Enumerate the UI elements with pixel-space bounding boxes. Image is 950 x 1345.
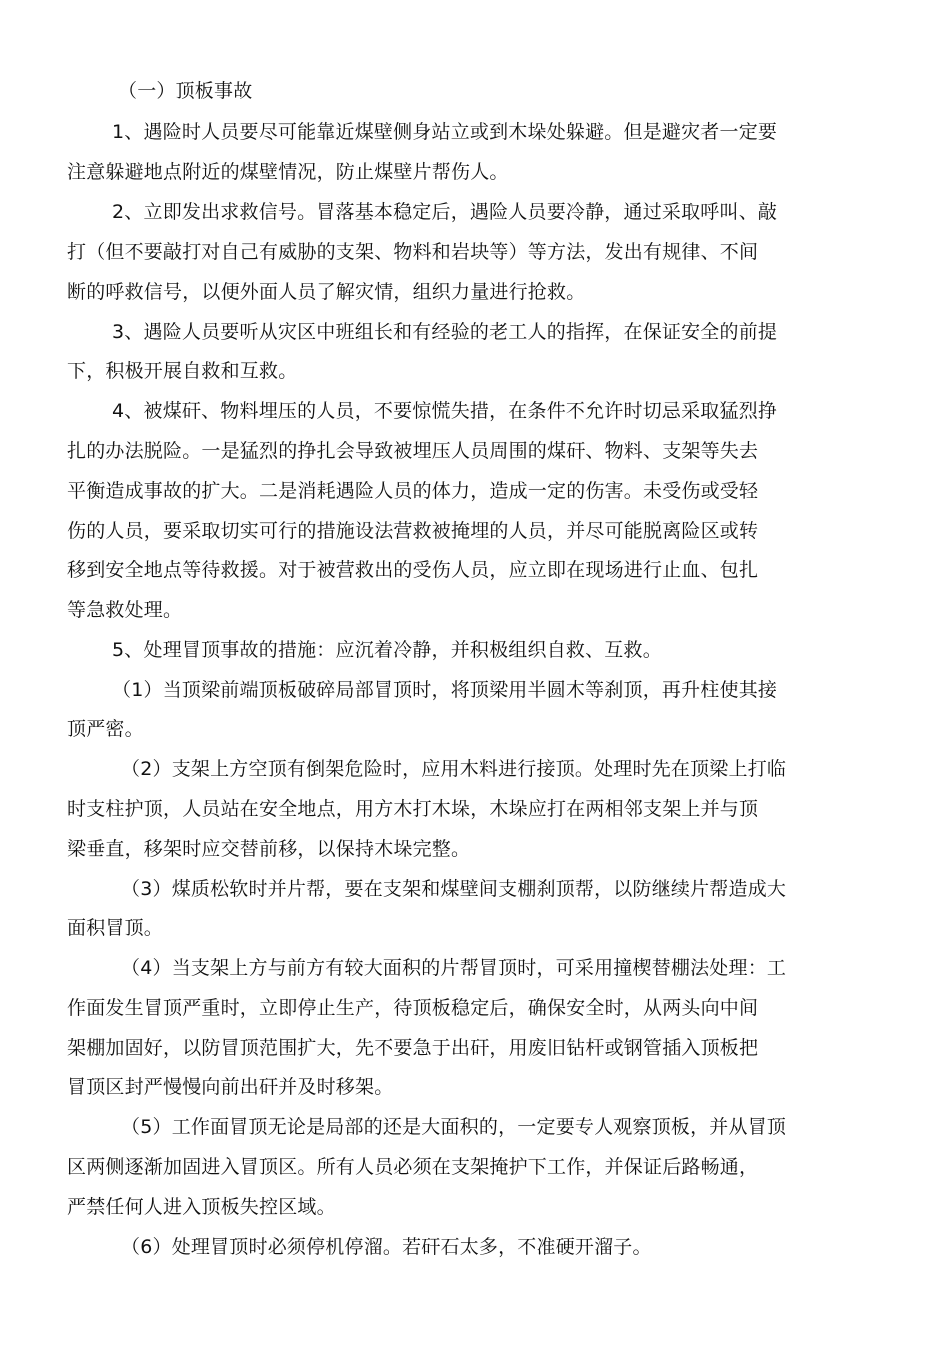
p7-line-3: 梁垂直，移架时应交替前移，以保持木垛完整。 <box>67 838 471 860</box>
p6-line-1: （1）当顶梁前端顶板破碎局部冒顶时，将顶梁用半圆木等刹顶，再升柱使其接 <box>112 679 778 701</box>
p9-line-4: 冒顶区封严慢慢向前出矸并及时移架。 <box>67 1076 394 1098</box>
p4-line-1: 4、被煤矸、物料埋压的人员，不要惊慌失措，在条件不允许时切忌采取猛烈挣 <box>112 400 778 422</box>
p9-line-3: 架棚加固好，以防冒顶范围扩大，先不要急于出矸，用废旧钻杆或钢管插入顶板把 <box>67 1037 759 1059</box>
section-title: （一）顶板事故 <box>118 80 253 102</box>
p10-line-2: 区两侧逐渐加固进入冒顶区。所有人员必须在支架掩护下工作，并保证后路畅通， <box>67 1156 759 1178</box>
p5-line-1: 5、处理冒顶事故的措施：应沉着冷静，并积极组织自救、互救。 <box>112 639 662 661</box>
p1-line-2: 注意躲避地点附近的煤壁情况，防止煤壁片帮伤人。 <box>67 161 509 183</box>
p1-line-1: 1、遇险时人员要尽可能靠近煤壁侧身站立或到木垛处躲避。但是避灾者一定要 <box>112 121 778 143</box>
p11-line-1: （6）处理冒顶时必须停机停溜。若矸石太多，不准硬开溜子。 <box>121 1236 652 1258</box>
p10-line-1: （5）工作面冒顶无论是局部的还是大面积的，一定要专人观察顶板，并从冒顶 <box>121 1116 787 1138</box>
p8-line-2: 面积冒顶。 <box>67 917 164 939</box>
p7-line-2: 时支柱护顶，人员站在安全地点，用方木打木垛，木垛应打在两相邻支架上并与顶 <box>67 798 759 820</box>
p2-line-2: 打（但不要敲打对自己有威胁的支架、物料和岩块等）等方法，发出有规律、不间 <box>67 241 759 263</box>
p3-line-2: 下，积极开展自救和互救。 <box>67 360 298 382</box>
p2-line-3: 断的呼救信号，以便外面人员了解灾情，组织力量进行抢救。 <box>67 281 586 303</box>
p2-line-1: 2、立即发出求救信号。冒落基本稳定后，遇险人员要冷静，通过采取呼叫、敲 <box>112 201 778 223</box>
p4-line-4: 伤的人员，要采取切实可行的措施设法营救被掩埋的人员，并尽可能脱离险区或转 <box>67 520 759 542</box>
p9-line-2: 作面发生冒顶严重时，立即停止生产，待顶板稳定后，确保安全时，从两头向中间 <box>67 997 759 1019</box>
p9-line-1: （4）当支架上方与前方有较大面积的片帮冒顶时，可采用撞楔替棚法处理：工 <box>121 957 787 979</box>
p8-line-1: （3）煤质松软时并片帮，要在支架和煤壁间支棚刹顶帮，以防继续片帮造成大 <box>121 878 787 900</box>
p6-line-2: 顶严密。 <box>67 718 144 740</box>
p3-line-1: 3、遇险人员要听从灾区中班组长和有经验的老工人的指挥，在保证安全的前提 <box>112 321 778 343</box>
p10-line-3: 严禁任何人进入顶板失控区域。 <box>67 1196 336 1218</box>
p4-line-6: 等急救处理。 <box>67 599 183 621</box>
p4-line-2: 扎的办法脱险。一是猛烈的挣扎会导致被埋压人员周围的煤矸、物料、支架等失去 <box>67 440 759 462</box>
p4-line-5: 移到安全地点等待救援。对于被营救出的受伤人员，应立即在现场进行止血、包扎 <box>67 559 759 581</box>
p4-line-3: 平衡造成事故的扩大。二是消耗遇险人员的体力，造成一定的伤害。未受伤或受轻 <box>67 480 759 502</box>
p7-line-1: （2）支架上方空顶有倒架危险时，应用木料进行接顶。处理时先在顶梁上打临 <box>121 758 787 780</box>
